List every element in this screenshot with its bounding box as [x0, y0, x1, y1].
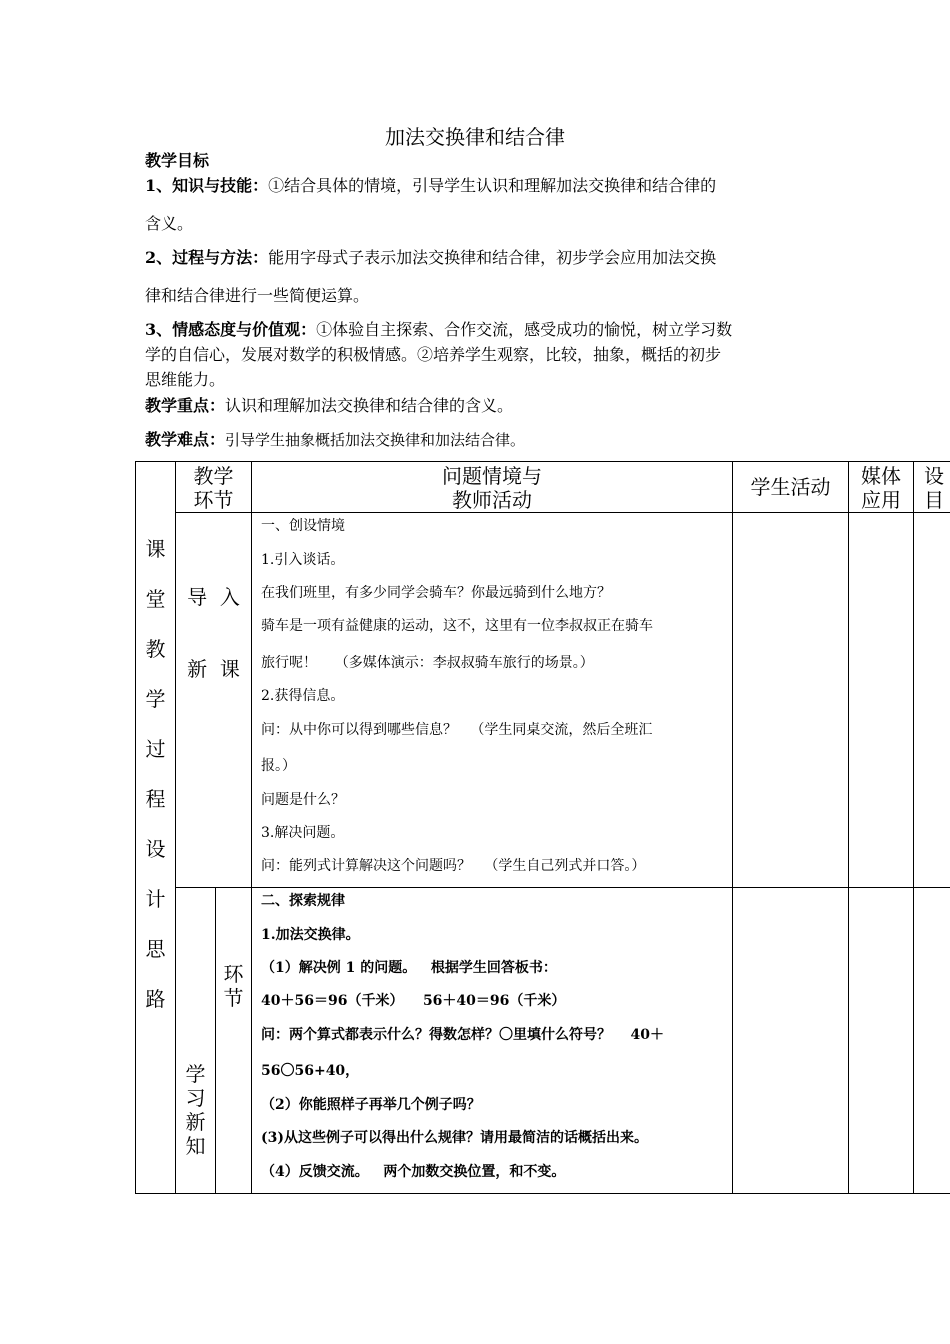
difficulty-text: 引导学生抽象概括加法交换律和加法结合律。: [225, 431, 526, 449]
objective-3-cont-1: 学的自信心，发展对数学的积极情感。②培养学生观察，比较，抽象，概括的初步: [145, 345, 722, 364]
section1-line: 问：从中你可以得到哪些信息？ （学生同桌交流，然后全班汇: [261, 722, 653, 738]
header-student: 学生活动: [750, 475, 831, 499]
objective-2-label: 2、过程与方法：: [145, 248, 269, 267]
section2-stage-char: 知: [185, 1134, 206, 1158]
objective-2-cont: 律和结合律进行一些简便运算。: [145, 286, 370, 305]
side-label-char: 课: [145, 537, 166, 561]
key-point: [145, 394, 815, 418]
section1-line: 骑车是一项有益健康的运动，这不，这里有一位李叔叔正在骑车: [261, 618, 653, 634]
table-col-5: [913, 461, 914, 1194]
table-col-2: [251, 461, 252, 1194]
section1-stage-line-2: 新 课: [187, 657, 240, 681]
objective-2: [145, 246, 815, 270]
section2-line: （2）你能照样子再举几个例子吗？: [261, 1097, 481, 1113]
table-top-border: [135, 461, 950, 462]
section1-stage: [176, 537, 251, 705]
objective-3: [145, 318, 815, 342]
table-header-bottom: [175, 512, 950, 513]
objective-3-text: ①体验自主探索、合作交流，感受成功的愉悦，树立学习数: [316, 320, 733, 339]
section1-line: 在我们班里，有多少同学会骑车？你最远骑到什么地方？: [261, 585, 611, 601]
section2-line: (3)从这些例子可以得出什么规律？请用最简洁的话概括出来。: [261, 1130, 648, 1146]
section1-line: 旅行呢！ （多媒体演示：李叔叔骑车旅行的场景。）: [261, 655, 594, 671]
header-problem: [252, 464, 732, 512]
objective-3-cont-2: 思维能力。: [145, 370, 226, 389]
section2-sub: [216, 962, 251, 1010]
key-point-text: 认识和理解加法交换律和结合律的含义。: [225, 396, 514, 415]
objective-1-label: 1、知识与技能：: [145, 176, 269, 195]
header-media: [849, 464, 913, 512]
side-label-char: 设: [145, 837, 166, 861]
header-design-line-2: 目: [924, 488, 944, 512]
side-label: [136, 533, 175, 1033]
section1-line: 一、创设情境: [261, 518, 345, 534]
side-label-char: 过: [145, 737, 166, 761]
key-point-label: 教学重点：: [145, 396, 226, 415]
header-media-line-1: 媒体: [861, 464, 901, 488]
section2-sub-char: 环: [223, 962, 244, 986]
header-stage: [176, 464, 251, 512]
objective-2-text: 能用字母式子表示加法交换律和结合律，初步学会应用加法交换: [268, 248, 717, 267]
header-stage-line-2: 环节: [193, 488, 234, 512]
objective-3-label: 3、情感态度与价值观：: [145, 320, 317, 339]
header-design: [914, 464, 950, 512]
table-section-divider: [175, 887, 950, 888]
section1-line: 1.引入谈话。: [261, 552, 345, 568]
header-problem-line-1: 问题情境与: [442, 464, 542, 488]
difficulty-label: 教学难点：: [145, 430, 226, 449]
side-label-char: 路: [145, 987, 166, 1011]
objective-1-cont: 含义。: [145, 214, 194, 233]
section2-stage: [176, 1062, 215, 1158]
section2-line: 56〇56+40，: [261, 1063, 360, 1079]
side-label-char: 教: [145, 637, 166, 661]
section1-line: 3.解决问题。: [261, 825, 345, 841]
section2-stage-char: 习: [185, 1086, 206, 1110]
header-media-line-2: 应用: [861, 488, 901, 512]
header-stage-line-1: 教学: [193, 464, 234, 488]
difficulty: [145, 428, 815, 452]
section1-line: 问：能列式计算解决这个问题吗？ （学生自己列式并口答。）: [261, 858, 646, 874]
section2-line: 40＋56＝96（千米） 56＋40＝96（千米）: [261, 993, 566, 1009]
section2-line: 问：两个算式都表示什么？得数怎样？〇里填什么符号？ 40＋: [261, 1027, 664, 1043]
section2-sub-char: 节: [223, 986, 244, 1010]
section2-stage-char: 新: [185, 1110, 206, 1134]
section1-line: 2.获得信息。: [261, 688, 345, 704]
section1-line: 问题是什么？: [261, 792, 345, 808]
side-label-char: 堂: [145, 587, 166, 611]
section1-stage-line-1: 导 入: [187, 585, 240, 609]
table-bottom-border: [135, 1193, 950, 1194]
section1-line: 报。）: [261, 758, 296, 774]
side-label-char: 计: [145, 887, 166, 911]
objective-1-text: ①结合具体的情境，引导学生认识和理解加法交换律和结合律的: [268, 176, 717, 195]
objectives-heading: 教学目标: [145, 151, 210, 170]
table-col-4: [848, 461, 849, 1194]
section2-line: 1.加法交换律。: [261, 927, 360, 943]
side-label-char: 程: [145, 787, 166, 811]
page-title: 加法交换律和结合律: [385, 125, 565, 149]
section2-line: （4）反馈交流。 两个加数交换位置，和不变。: [261, 1164, 566, 1180]
objective-1: [145, 174, 815, 198]
side-label-char: 学: [145, 687, 166, 711]
section2-line: 二、探索规律: [261, 893, 345, 909]
header-problem-line-2: 教师活动: [452, 488, 532, 512]
section2-stage-char: 学: [185, 1062, 206, 1086]
table-col-sub: [215, 887, 216, 1194]
table-col-3: [732, 461, 733, 1194]
side-label-char: 思: [145, 937, 166, 961]
header-design-line-1: 设: [924, 464, 944, 488]
section2-line: （1）解决例 1 的问题。 根据学生回答板书：: [261, 960, 557, 976]
